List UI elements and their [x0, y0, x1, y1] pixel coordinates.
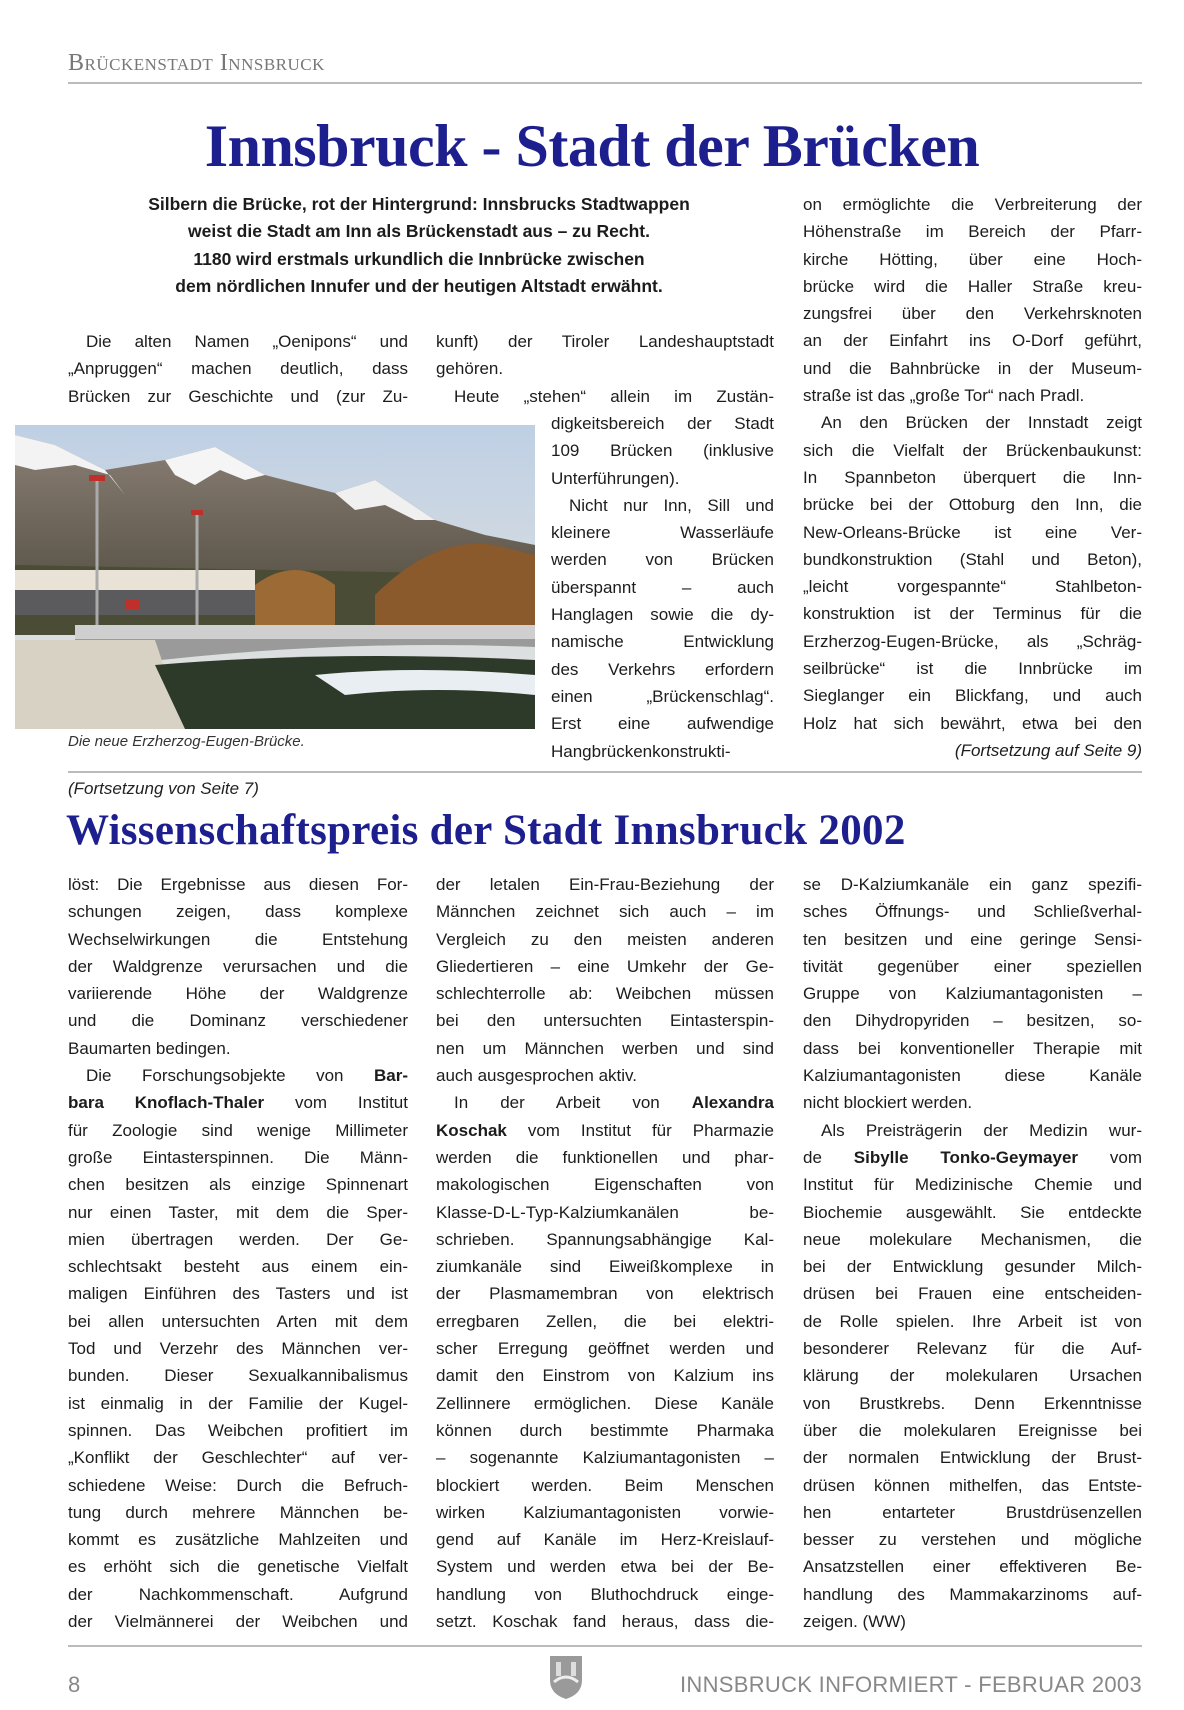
article1-column-3: [803, 191, 1142, 737]
text-line: spinnen. Das Weibchen profitiert im: [68, 1420, 408, 1440]
text-line: besser zu verstehen und mögliche: [803, 1530, 1142, 1550]
text-line: „Anpruggen“ machen deutlich, dass: [68, 359, 408, 379]
bridge-photo: [15, 425, 535, 729]
article1-column-1: [68, 328, 408, 410]
text-segment: Die Forschungsobjekte von: [86, 1066, 374, 1086]
text-line: seilbrücke“ ist die Innbrücke im: [803, 659, 1142, 679]
text-line: an der Einfahrt ins O-Dorf geführt,: [803, 331, 1142, 351]
text-line: nen um Männchen werben und sind: [436, 1038, 774, 1058]
text-line: namische Entwicklung: [551, 632, 774, 652]
text-line: drüsen können mithelfen, das Entste-: [803, 1475, 1142, 1495]
text-line: für Zoologie sind wenige Millimeter: [68, 1120, 408, 1140]
text-line: [436, 1089, 774, 1116]
continued-from[interactable]: (Fortsetzung von Seite 7): [68, 779, 259, 798]
text-line: des Verkehrs erfordern: [551, 659, 774, 679]
article1-column-2-narrow: [551, 410, 774, 765]
text-line: Biochemie ausgewählt. Sie entdeckte: [803, 1202, 1142, 1222]
bold-name: Alexandra: [691, 1093, 774, 1113]
text-line: kunft) der Tiroler Landeshauptstadt: [436, 332, 774, 351]
text-line: bei der Entwicklung gesunder Milch-: [803, 1257, 1142, 1277]
text-line: Zellinnere ermöglichen. Diese Kanäle: [436, 1393, 774, 1413]
photo-caption: Die neue Erzherzog-Eugen-Brücke.: [68, 733, 305, 750]
text-line: nur einen Taster, mit dem die Sper-: [68, 1202, 408, 1222]
text-line: 109 Brücken (inklusive: [551, 441, 774, 461]
bold-name: Koschak: [436, 1120, 507, 1140]
text-line: gehören.: [436, 359, 504, 379]
lead-line: dem nördlichen Innufer und der heutigen Altstadt erwähnt.: [175, 275, 663, 296]
text-line: Kalziumantagonisten diese Kanäle: [803, 1066, 1142, 1086]
text-line: Ansatzstellen einer effektiveren Be-: [803, 1557, 1142, 1577]
text-line: konstruktion ist der Terminus für die: [803, 604, 1142, 624]
text-line: Klasse-D-L-Typ-Kalziumkanälen be-: [436, 1202, 774, 1222]
text-line: Heute „stehen“ allein im Zustän-: [454, 386, 774, 406]
text-line: [436, 1117, 774, 1144]
article-title: Wissenschaftspreis der Stadt Innsbruck 2002: [66, 807, 906, 854]
text-line: handlung des Mammakarzinoms auf-: [803, 1584, 1142, 1604]
text-line: löst: Die Ergebnisse aus diesen For-: [68, 875, 408, 894]
article2-column-3: [803, 871, 1142, 1635]
text-line: der normalen Entwicklung der Brust-: [803, 1448, 1142, 1468]
text-line: de Rolle spielen. Ihre Arbeit ist von: [803, 1311, 1142, 1331]
city-crest-icon: [548, 1654, 584, 1700]
text-line: [68, 1089, 408, 1116]
text-line: gend auf Kanäle im Herz-Kreislauf-: [436, 1530, 774, 1550]
text-line: Sieglanger ein Blickfang, und auch: [803, 686, 1142, 706]
page-number: 8: [68, 1672, 81, 1697]
text-line: schungen zeigen, dass komplexe: [68, 902, 408, 922]
text-line: System und werden etwa bei der Be-: [436, 1557, 774, 1577]
text-line: kommt es zusätzliche Mahlzeiten und: [68, 1530, 408, 1550]
text-line: der Vielmännerei der Weibchen und: [68, 1612, 408, 1632]
text-line: der Waldgrenze verursachen und die: [68, 956, 408, 976]
text-line: bei den untersuchten Eintasterspin-: [436, 1011, 774, 1031]
text-line: ist einmalig in der Familie der Kugel-: [68, 1393, 408, 1413]
text-line: Wechselwirkungen die Entstehung: [68, 929, 408, 949]
text-line: setzt. Koschak fand heraus, dass die-: [436, 1612, 774, 1632]
bold-name: bara Knoflach-Thaler: [68, 1093, 265, 1113]
text-line: hen entarteter Brustdrüsenzellen: [803, 1502, 1142, 1522]
bold-name: Bar-: [373, 1066, 408, 1086]
continued-to-wrap: [803, 737, 1142, 764]
text-line: „Konflikt der Geschlechter“ auf ver-: [68, 1448, 408, 1468]
text-line: schiedene Weise: Durch die Befruch-: [68, 1475, 408, 1495]
text-line: digkeitsbereich der Stadt: [551, 414, 774, 433]
text-line: Baumarten bedingen.: [68, 1038, 231, 1058]
text-line: und die Dominanz verschiedener: [68, 1011, 408, 1031]
text-line: der Nachkommenschaft. Aufgrund: [68, 1584, 408, 1604]
text-line: wirken Kalziumantagonisten vorwie-: [436, 1502, 774, 1522]
text-line: Tod und Verzehr des Männchen ver-: [68, 1339, 408, 1359]
text-line: blockiert werden. Beim Menschen: [436, 1475, 774, 1495]
text-line: chen besitzen als einzige Spinnenart: [68, 1175, 408, 1195]
text-line: handlung von Bluthochdruck einge-: [436, 1584, 774, 1604]
text-line: Als Preisträgerin der Medizin wur-: [821, 1120, 1142, 1140]
header-rule: [68, 82, 1142, 84]
text-line: Hanglagen sowie die dy-: [551, 605, 774, 625]
text-line: nicht blockiert werden.: [803, 1093, 973, 1113]
text-line: kirche Hötting, über eine Hoch-: [803, 249, 1142, 269]
text-line: [803, 1144, 1142, 1171]
text-line: ten besitzen und eine geringe Sensi-: [803, 929, 1142, 949]
continued-to[interactable]: (Fortsetzung auf Seite 9): [954, 741, 1142, 760]
text-line: bei allen untersuchten Arten mit dem: [68, 1311, 408, 1331]
text-line: schlechtsakt besteht aus einem ein-: [68, 1257, 408, 1277]
text-line: von Brustkrebs. Denn Erkenntnisse: [803, 1393, 1142, 1413]
text-segment: vom Institut für Pharmazie: [506, 1120, 774, 1140]
text-line: Gruppe von Kalziumantagonisten –: [803, 984, 1142, 1004]
bold-name: Sibylle Tonko-Geymayer: [853, 1147, 1079, 1167]
text-line: Brücken zur Geschichte und (zur Zu-: [68, 386, 408, 406]
text-line: zeigen. (WW): [803, 1612, 906, 1632]
article-title: Innsbruck - Stadt der Brücken: [204, 113, 980, 179]
text-line: makologischen Eigenschaften von: [436, 1175, 774, 1195]
lead-line: Silbern die Brücke, rot der Hintergrund: Innsbrucks Stadtwappen: [148, 194, 690, 214]
text-line: tung durch mehrere Männchen be-: [68, 1502, 408, 1522]
text-line: schrieben. Spannungsabhängige Kal-: [436, 1229, 774, 1249]
text-line: erregbaren Zellen, die bei elektri-: [436, 1311, 774, 1331]
article2-column-2: [436, 871, 774, 1635]
text-line: überspannt – auch: [551, 577, 774, 597]
text-line: der Plasmamembran von elektrisch: [436, 1284, 774, 1304]
text-line: zungsfrei über den Verkehrsknoten: [803, 304, 1142, 324]
text-line: maligen Einführen des Tasters und ist: [68, 1284, 408, 1304]
text-segment: vom Institut: [264, 1093, 408, 1113]
lead-line: 1180 wird erstmals urkundlich die Innbrücke zwischen: [193, 248, 645, 269]
text-line: „leicht vorgespannte“ Stahlbeton-: [803, 577, 1142, 597]
section-rule: [68, 771, 1142, 773]
text-line: über die molekularen Ereignisse bei: [803, 1420, 1142, 1440]
text-line: Gliedertieren – eine Umkehr der Ge-: [436, 956, 774, 976]
text-line: Erzherzog-Eugen-Brücke, als „Schräg-: [803, 631, 1142, 651]
text-line: kleinere Wasserläufe: [551, 523, 774, 543]
text-line: scher Erregung geöffnet werden und: [436, 1339, 774, 1359]
article1-column-2-top: [436, 328, 774, 410]
text-line: straße ist das „große Tor“ nach Pradl.: [803, 386, 1085, 406]
text-line: sches Öffnungs- und Schließverhal-: [803, 902, 1142, 922]
text-line: brücke wird die Haller Straße kreu-: [803, 276, 1142, 296]
text-line: Vergleich zu den meisten anderen: [436, 929, 774, 949]
text-line: Institut für Medizinische Chemie und: [803, 1175, 1142, 1195]
text-line: mien übertragen werden. Der Ge-: [68, 1229, 408, 1249]
text-line: Hangbrückenkonstrukti-: [551, 741, 731, 761]
lead-line: weist die Stadt am Inn als Brückenstadt aus – zu Recht.: [188, 221, 650, 242]
text-line: neue molekulare Mechanismen, die: [803, 1229, 1142, 1249]
footer-rule: [68, 1645, 1142, 1647]
text-line: bunden. Dieser Sexualkannibalismus: [68, 1366, 408, 1386]
text-line: klärung der molekularen Ursachen: [803, 1366, 1142, 1386]
text-line: Erst eine aufwendige: [551, 714, 774, 734]
running-head: Brückenstadt Innsbruck: [68, 50, 325, 76]
text-line: sich die Vielfalt der Brückenbaukunst:: [803, 440, 1142, 460]
text-line: Die alten Namen „Oenipons“ und: [86, 332, 408, 351]
text-line: New-Orleans-Brücke ist eine Ver-: [803, 522, 1142, 542]
text-line: werden die funktionellen und phar-: [436, 1147, 774, 1167]
text-line: den Dihydropyriden – besitzen, so-: [803, 1011, 1142, 1031]
publication-name: INNSBRUCK INFORMIERT - FEBRUAR 2003: [680, 1672, 1142, 1697]
text-line: In Spannbeton überquert die Inn-: [803, 467, 1142, 487]
article2-column-1: [68, 871, 408, 1635]
text-line: Nicht nur Inn, Sill und: [569, 495, 774, 515]
text-line: besonderer Relevanz für die Auf-: [803, 1339, 1142, 1359]
text-line: es erhöht sich die genetische Vielfalt: [68, 1557, 408, 1577]
text-line: dass bei konventioneller Therapie mit: [803, 1038, 1142, 1058]
text-segment: In der Arbeit von: [454, 1093, 692, 1113]
text-line: Holz hat sich bewährt, etwa bei den: [803, 713, 1142, 733]
text-line: drüsen bei Frauen eine entscheiden-: [803, 1284, 1142, 1304]
text-line: variierende Höhe der Waldgrenze: [68, 984, 408, 1004]
text-line: – sogenannte Kalziumantagonisten –: [436, 1448, 774, 1468]
text-line: der letalen Ein-Frau-Beziehung der: [436, 875, 774, 894]
text-line: können durch bestimmte Pharmaka: [436, 1420, 774, 1440]
text-line: schlechterrolle ab: Weibchen müssen: [436, 984, 774, 1004]
text-line: bundkonstruktion (Stahl und Beton),: [803, 549, 1142, 569]
text-line: und die Bahnbrücke in der Museum-: [803, 358, 1142, 378]
text-line: Unterführungen).: [551, 468, 680, 488]
text-line: große Eintasterspinnen. Die Männ-: [68, 1147, 408, 1167]
text-line: ziumkanäle sind Eiweißkomplexe in: [436, 1257, 774, 1277]
text-line: on ermöglichte die Verbreiterung der: [803, 195, 1142, 214]
text-line: damit den Einstrom von Kalzium ins: [436, 1366, 774, 1386]
text-line: einen „Brückenschlag“.: [551, 686, 774, 706]
text-line: tivität gegenüber einer speziellen: [803, 956, 1142, 976]
text-line: auch ausgesprochen aktiv.: [436, 1066, 637, 1086]
text-line: Höhenstraße im Bereich der Pfarr-: [803, 222, 1142, 242]
article-lead: [68, 191, 770, 300]
text-line: An den Brücken der Innstadt zeigt: [821, 413, 1142, 433]
text-line: brücke bei der Ottoburg den Inn, die: [803, 495, 1142, 515]
text-segment: vom: [1078, 1147, 1142, 1167]
text-line: Männchen zeichnet sich auch – im: [436, 902, 774, 922]
text-line: se D-Kalziumkanäle ein ganz spezifi-: [803, 875, 1142, 894]
text-line: [68, 1062, 408, 1089]
text-segment: de: [803, 1147, 854, 1167]
text-line: werden von Brücken: [551, 550, 774, 570]
